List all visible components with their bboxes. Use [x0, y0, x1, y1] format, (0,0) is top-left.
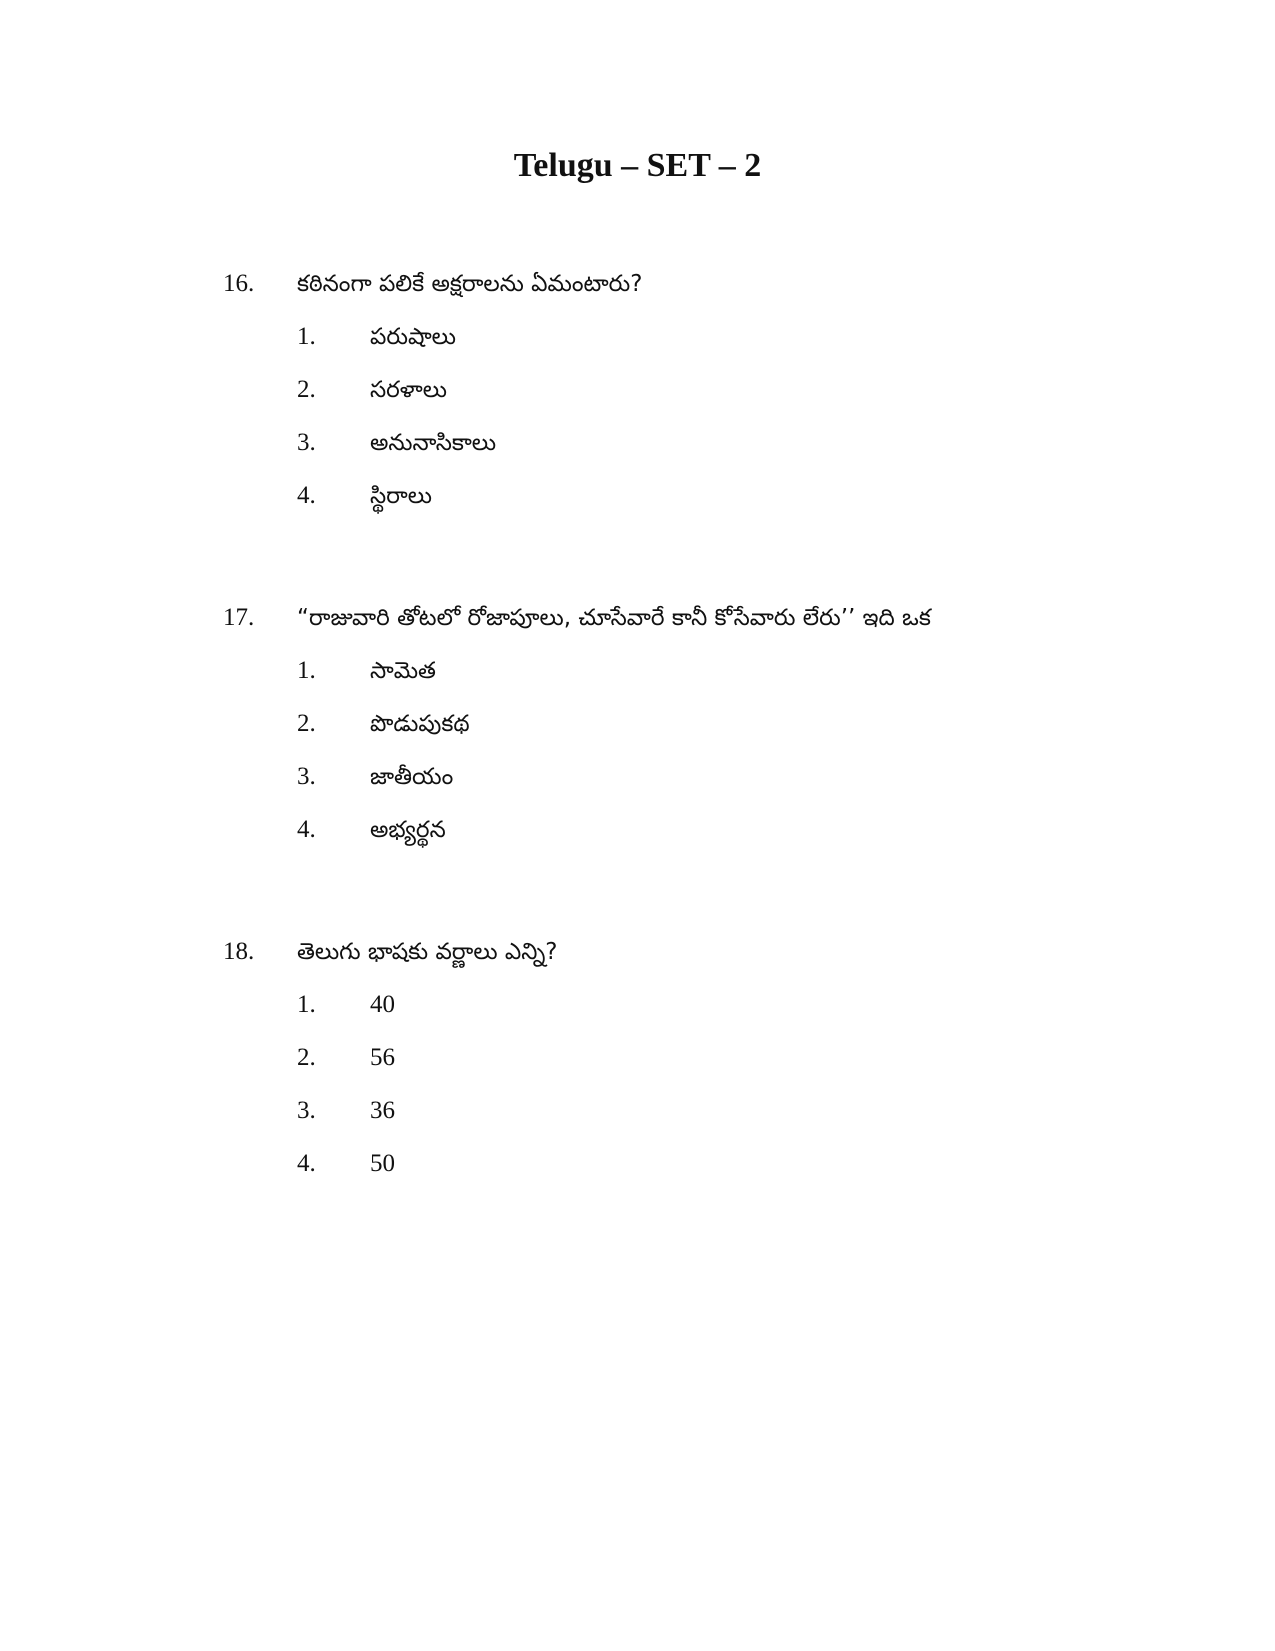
option-3[interactable] — [0, 757, 1275, 810]
option-3[interactable] — [0, 423, 1275, 476]
question-number: 17. — [223, 604, 255, 631]
option-2[interactable] — [0, 370, 1275, 423]
option-2[interactable] — [0, 1038, 1275, 1091]
question-number: 18. — [223, 938, 255, 965]
option-text: సామెత — [370, 658, 436, 684]
option-number: 1. — [297, 323, 316, 350]
question-16 — [0, 264, 1275, 529]
question-text: “రాజువారి తోటలో రోజాపూలు, చూసేవారే కానీ కోసేవారు లేరు’’ ఇది ఒక — [297, 605, 931, 631]
option-number: 2. — [297, 1044, 316, 1071]
question-text: తెలుగు భాషకు వర్ణాలు ఎన్ని? — [297, 939, 558, 965]
option-4[interactable] — [0, 1144, 1275, 1197]
option-number: 3. — [297, 763, 316, 790]
option-number: 4. — [297, 482, 316, 509]
option-text: స్థిరాలు — [370, 483, 432, 509]
question-18 — [0, 932, 1275, 1197]
option-number: 1. — [297, 991, 316, 1018]
option-3[interactable] — [0, 1091, 1275, 1144]
question-stem — [0, 598, 1275, 638]
option-text: సరళాలు — [370, 377, 448, 403]
option-4[interactable] — [0, 810, 1275, 863]
option-4[interactable] — [0, 476, 1275, 529]
option-number: 3. — [297, 429, 316, 456]
question-number: 16. — [223, 270, 255, 297]
option-number: 2. — [297, 376, 316, 403]
option-text: అభ్యర్థన — [370, 817, 446, 843]
question-17 — [0, 598, 1275, 863]
option-text: పరుషాలు — [370, 324, 456, 350]
option-2[interactable] — [0, 704, 1275, 757]
page-title: Telugu – SET – 2 — [513, 147, 762, 184]
question-stem — [0, 264, 1275, 304]
option-text: 56 — [370, 1044, 395, 1071]
option-number: 3. — [297, 1097, 316, 1124]
option-list — [0, 317, 1275, 529]
option-list — [0, 651, 1275, 863]
option-list — [0, 985, 1275, 1197]
option-1[interactable] — [0, 651, 1275, 704]
option-number: 4. — [297, 816, 316, 843]
option-text: 50 — [370, 1150, 395, 1177]
question-text: కఠినంగా పలికే అక్షరాలను ఏమంటారు? — [297, 271, 643, 297]
question-stem — [0, 932, 1275, 972]
option-number: 2. — [297, 710, 316, 737]
option-number: 4. — [297, 1150, 316, 1177]
option-number: 1. — [297, 657, 316, 684]
option-text: 36 — [370, 1097, 395, 1124]
option-text: జాతీయం — [370, 764, 454, 790]
option-text: పొడుపుకథ — [370, 711, 470, 737]
option-1[interactable] — [0, 985, 1275, 1038]
option-text: అనునాసికాలు — [370, 430, 497, 456]
option-1[interactable] — [0, 317, 1275, 370]
option-text: 40 — [370, 991, 395, 1018]
